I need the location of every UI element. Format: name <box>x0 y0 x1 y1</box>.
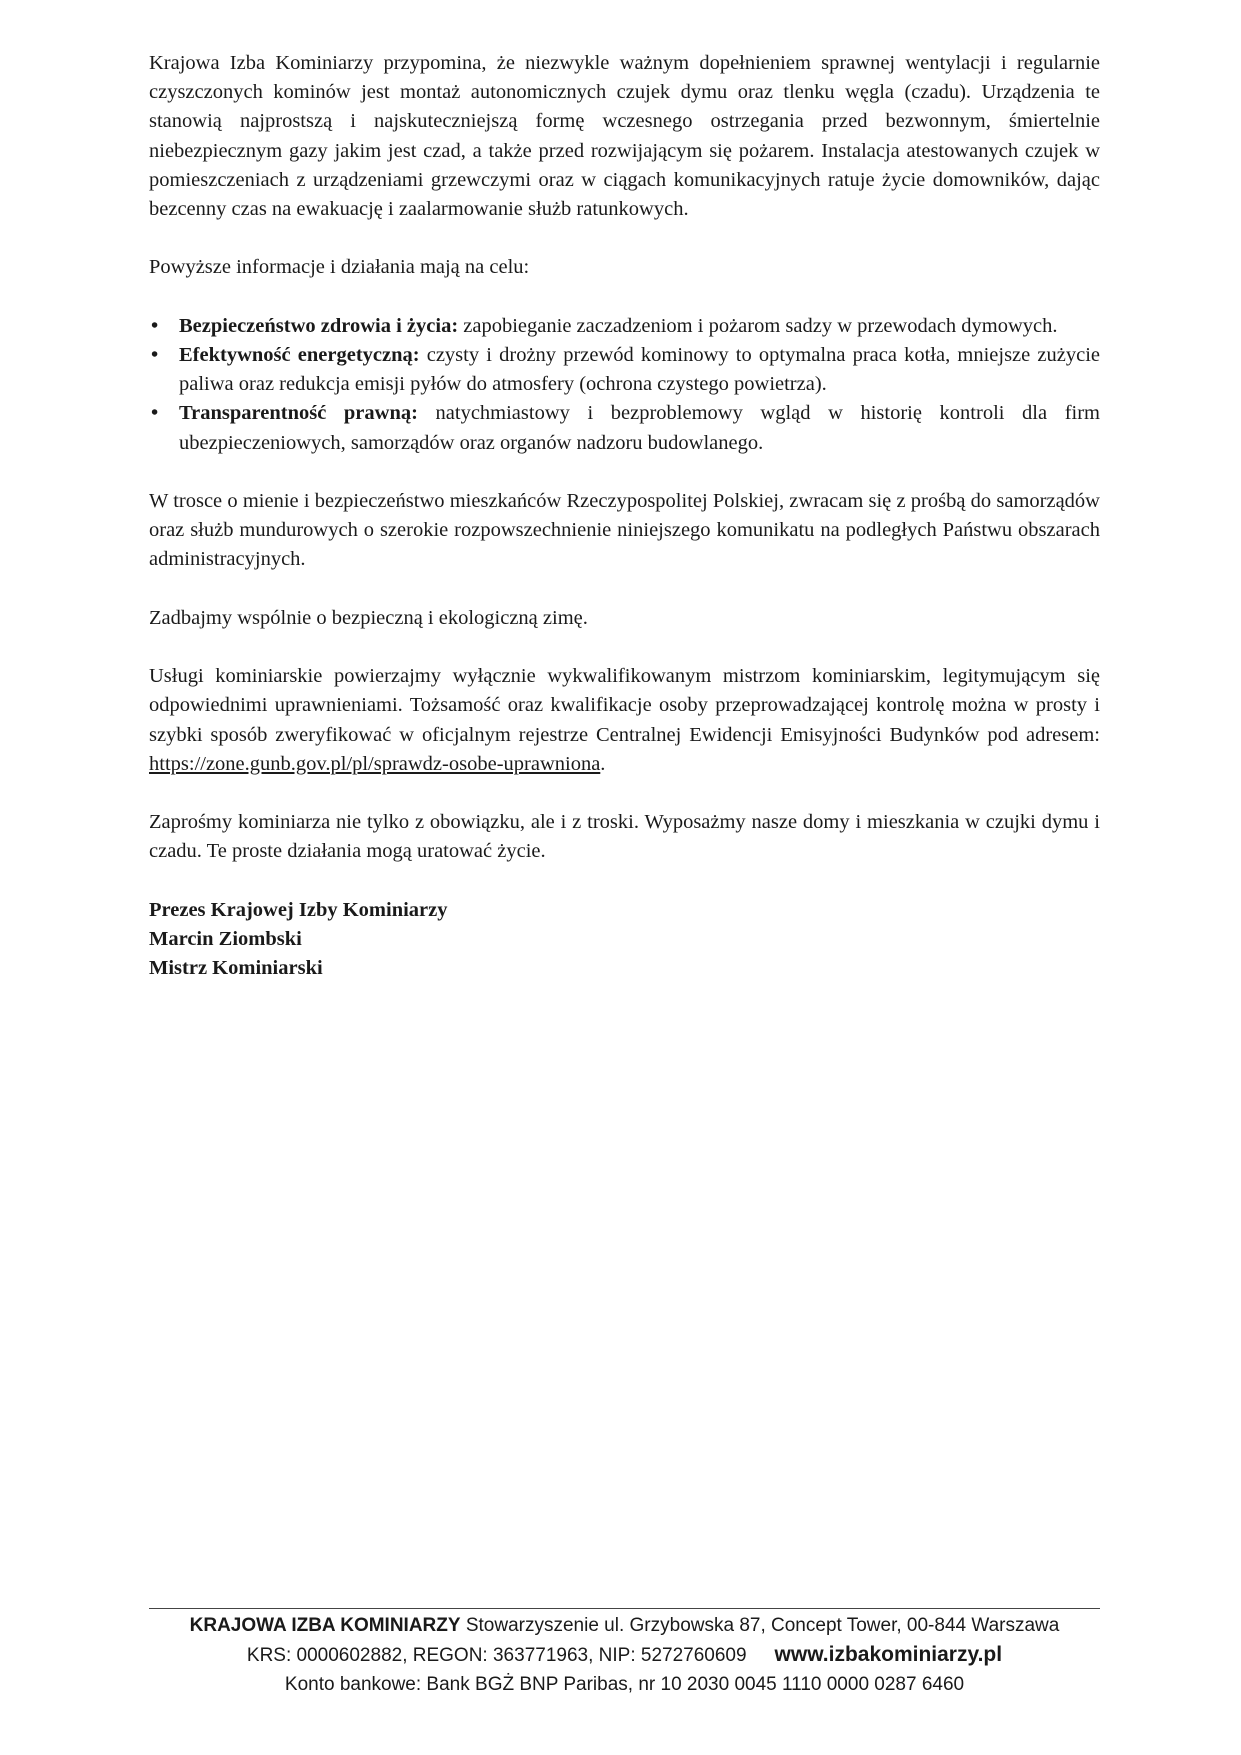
goal-item-legal <box>149 399 1100 457</box>
footer-address-line <box>149 1611 1100 1640</box>
footer-org-name: KRAJOWA IZBA KOMINIARZY <box>189 1615 461 1636</box>
signature-name: Marcin Ziombski <box>149 927 302 950</box>
footer-registry-line <box>149 1640 1100 1670</box>
appeal-paragraph: W trosce o mienie i bezpieczeństwo mieszkańców Rzeczypospolitej Polskiej, zwracam się z prośbą do samorządów oraz służb mundurowych o szerokie rozpowszechnienie niniejszego komunikatu na podległych Państwu obszarach administracyjnych. <box>149 490 1100 571</box>
bullet-icon: • <box>151 344 159 366</box>
footer-website[interactable]: www.izbakominiarzy.pl <box>774 1643 1003 1666</box>
goals-lead: Powyższe informacje i działania mają na celu: <box>149 256 530 279</box>
signature-block <box>149 896 1100 984</box>
goal-item-energy <box>149 341 1100 399</box>
bullet-icon: • <box>151 314 159 337</box>
footer-registry: KRS: 0000602882, REGON: 363771963, NIP: 5272760609 <box>246 1645 747 1666</box>
intro-paragraph: Krajowa Izba Kominiarzy przypomina, że niezwykle ważnym dopełnieniem sprawnej wentylacji i regularnie czyszczonych kominów jest montaż autonomicznych czujek dymu oraz tlenku węgla (czadu). Urządzenia te stanowią najprostszą i najskuteczniejszą formę wczesnego ostrzegania przed bezwonnym, śmiertelnie niebezpiecznym gazy jakim jest czad, a także przed rozwijającym się pożarem. Instalacja atestowanych czujek w pomieszczeniach z urządzeniami grzewczymi oraz w ciągach komunikacyjnych ratuje życie domowników, dając bezcenny czas na ewakuację i zaalarmowanie służb ratunkowych. <box>149 52 1100 221</box>
goal-label: Efektywność energetyczną: <box>179 344 420 366</box>
page-footer <box>149 1608 1100 1699</box>
closing-paragraph: Zaprośmy kominiarza nie tylko z obowiązku, ale i z troski. Wyposażmy nasze domy i mieszkania w czujki dymu i czadu. Te proste działania mogą uratować życie. <box>149 811 1100 863</box>
goals-list <box>149 312 1100 458</box>
signature-role: Mistrz Kominiarski <box>149 957 323 980</box>
services-paragraph <box>149 662 1100 779</box>
goal-item-health <box>149 312 1100 341</box>
signature-title: Prezes Krajowej Izby Kominiarzy <box>149 898 448 921</box>
footer-bank-line: Konto bankowe: Bank BGŻ BNP Paribas, nr 10 2030 0045 1110 0000 0287 6460 <box>284 1674 965 1695</box>
registry-link[interactable]: https://zone.gunb.gov.pl/pl/sprawdz-osobe-uprawniona <box>149 752 601 775</box>
winter-paragraph: Zadbajmy wspólnie o bezpieczną i ekologiczną zimę. <box>149 606 588 629</box>
goal-label: Transparentność prawną: <box>179 402 418 425</box>
services-end: . <box>600 752 606 775</box>
goal-text: czysty i drożny przewód kominowy to optymalna praca kotła, mniejsze zużycie paliwa oraz redukcja emisji pyłów do atmosfery (ochrona czystego powietrza). <box>179 344 1100 396</box>
footer-address: Stowarzyszenie ul. Grzybowska 87, Concept Tower, 00-844 Warszawa <box>460 1615 1060 1636</box>
bullet-icon: • <box>151 402 159 425</box>
goal-text: natychmiastowy i bezproblemowy wgląd w historię kontroli dla firm ubezpieczeniowych, samorządów oraz organów nadzoru budowlanego. <box>179 402 1100 454</box>
goal-label: Bezpieczeństwo zdrowia i życia: <box>179 314 459 337</box>
services-text: Usługi kominiarskie powierzajmy wyłącznie wykwalifikowanym mistrzom kominiarskim, legitymującym się odpowiednimi uprawnieniami. Tożsamość oraz kwalifikacje osoby przeprowadzającej kontrolę można w prosty i szybki sposób zweryfikować w oficjalnym rejestrze Centralnej Ewidencji Emisyjności Budynków pod adresem: <box>149 665 1100 746</box>
letter-body <box>149 49 1100 983</box>
footer-divider <box>149 1608 1100 1609</box>
goal-text: zapobieganie zaczadzeniom i pożarom sadzy w przewodach dymowych. <box>458 314 1058 337</box>
